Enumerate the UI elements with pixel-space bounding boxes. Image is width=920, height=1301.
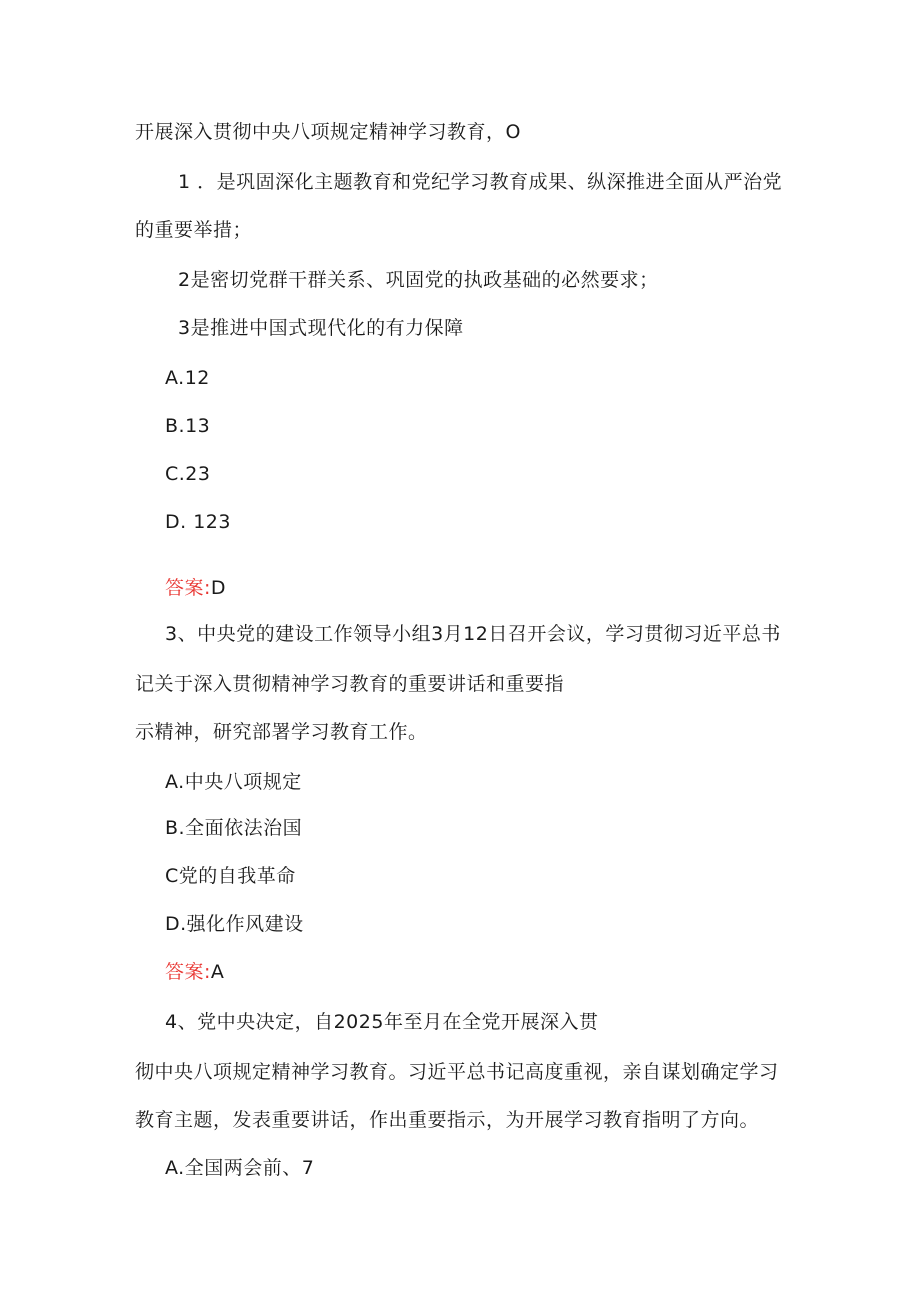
q3-answer (165, 960, 224, 984)
q2-answer-label: 答案: (165, 577, 211, 599)
q3-option-b: B.全面依法治国 (165, 817, 303, 839)
q3-answer-label: 答案: (165, 961, 211, 983)
q3-option-c: C党的自我革命 (165, 865, 296, 887)
q2-option-c: C.23 (165, 463, 211, 485)
q2-statement-1: 1 ．是巩固深化主题教育和党纪学习教育成果、纵深推进全面从严治党 (178, 171, 783, 193)
q2-option-b: B.13 (165, 415, 211, 437)
q3-answer-value: A (210, 961, 225, 983)
q2-stem: 开展深入贯彻中央八项规定精神学习教育，O (135, 121, 521, 143)
q3-option-a: A.中央八项规定 (165, 771, 302, 793)
q4-stem-line-2: 彻中央八项规定精神学习教育。习近平总书记高度重视，亲自谋划确定学习 (135, 1061, 779, 1083)
q2-statement-2: 2是密切党群干群关系、巩固党的执政基础的必然要求； (178, 269, 659, 291)
q4-stem-line-1: 4、党中央决定，自2025年至月在全党开展深入贯 (165, 1011, 599, 1033)
q3-option-d: D.强化作风建设 (165, 913, 304, 935)
q3-stem-line-1: 3、中央党的建设工作领导小组3月12日召开会议，学习贯彻习近平总书 (165, 623, 781, 645)
q2-statement-3: 3是推进中国式现代化的有力保障 (178, 317, 464, 339)
q4-stem-line-3: 教育主题，发表重要讲话，作出重要指示，为开展学习教育指明了方向。 (135, 1109, 760, 1131)
q3-stem-line-3: 示精神，研究部署学习教育工作。 (135, 721, 428, 743)
q2-answer (165, 576, 226, 600)
q2-statement-1-cont: 的重要举措； (135, 219, 253, 241)
q4-option-a: A.全国两会前、7 (165, 1157, 315, 1179)
q3-stem-line-2: 记关于深入贯彻精神学习教育的重要讲话和重要指 (135, 673, 565, 695)
q2-option-d: D. 123 (165, 511, 231, 533)
q2-option-a: A.12 (165, 367, 210, 389)
q2-answer-value: D (210, 577, 227, 599)
